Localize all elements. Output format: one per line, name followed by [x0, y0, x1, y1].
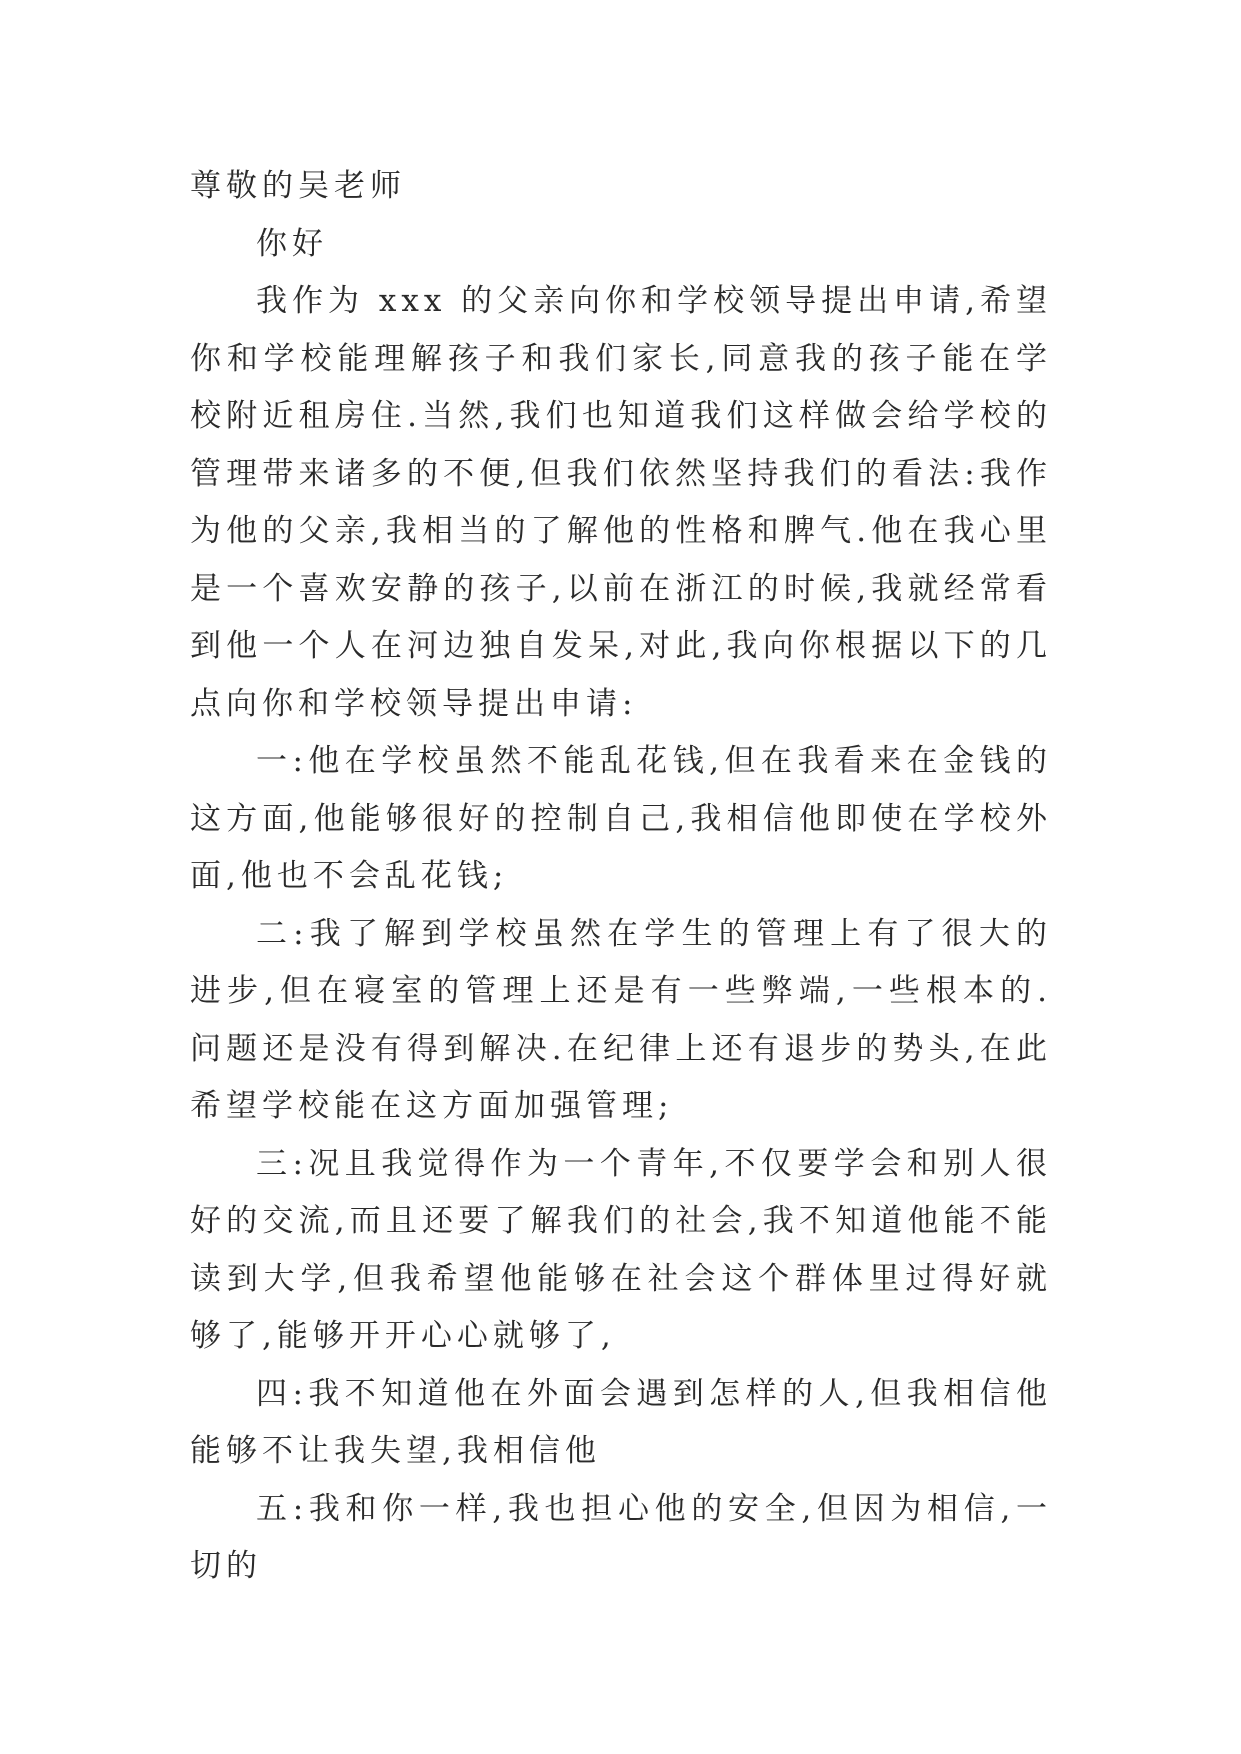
greeting: 你好: [256, 225, 328, 262]
letter-body: [190, 158, 1052, 1596]
salutation: 尊敬的吴老师: [190, 168, 406, 204]
paragraph-point-1: 一:他在学校虽然不能乱花钱,但在我看来在金钱的这方面,他能够很好的控制自己,我相信他即使在学校外面,他也不会乱花钱;: [190, 743, 1052, 894]
paragraph-point-2: 二:我了解到学校虽然在学生的管理上有了很大的进步,但在寝室的管理上还是有一些弊端,一些根本的.问题还是没有得到解决.在纪律上还有退步的势头,在此希望学校能在这方面加强管理;: [190, 915, 1052, 1124]
paragraph-point-4: 四:我不知道他在外面会遇到怎样的人,但我相信他能够不让我失望,我相信他: [190, 1375, 1052, 1469]
paragraph-point-3: 三:况且我觉得作为一个青年,不仅要学会和别人很好的交流,而且还要了解我们的社会,我不知道他能不能读到大学,但我希望他能够在社会这个群体里过得好就够了,能够开开心心就够了,: [190, 1145, 1052, 1354]
paragraph-request: 我作为 xxx 的父亲向你和学校领导提出申请,希望你和学校能理解孩子和我们家长,同意我的孩子能在学校附近租房住.当然,我们也知道我们这样做会给学校的管理带来诸多的不便,但我们依然坚持我们的看法:我作为他的父亲,我相当的了解他的性格和脾气.他在我心里是一个喜欢安静的孩子,以前在浙江的时候,我就经常看到他一个人在河边独自发呆,对此,我向你根据以下的几点向你和学校领导提出申请:: [190, 283, 1053, 722]
paragraph-point-5: 五:我和你一样,我也担心他的安全,但因为相信,一切的: [190, 1490, 1052, 1584]
